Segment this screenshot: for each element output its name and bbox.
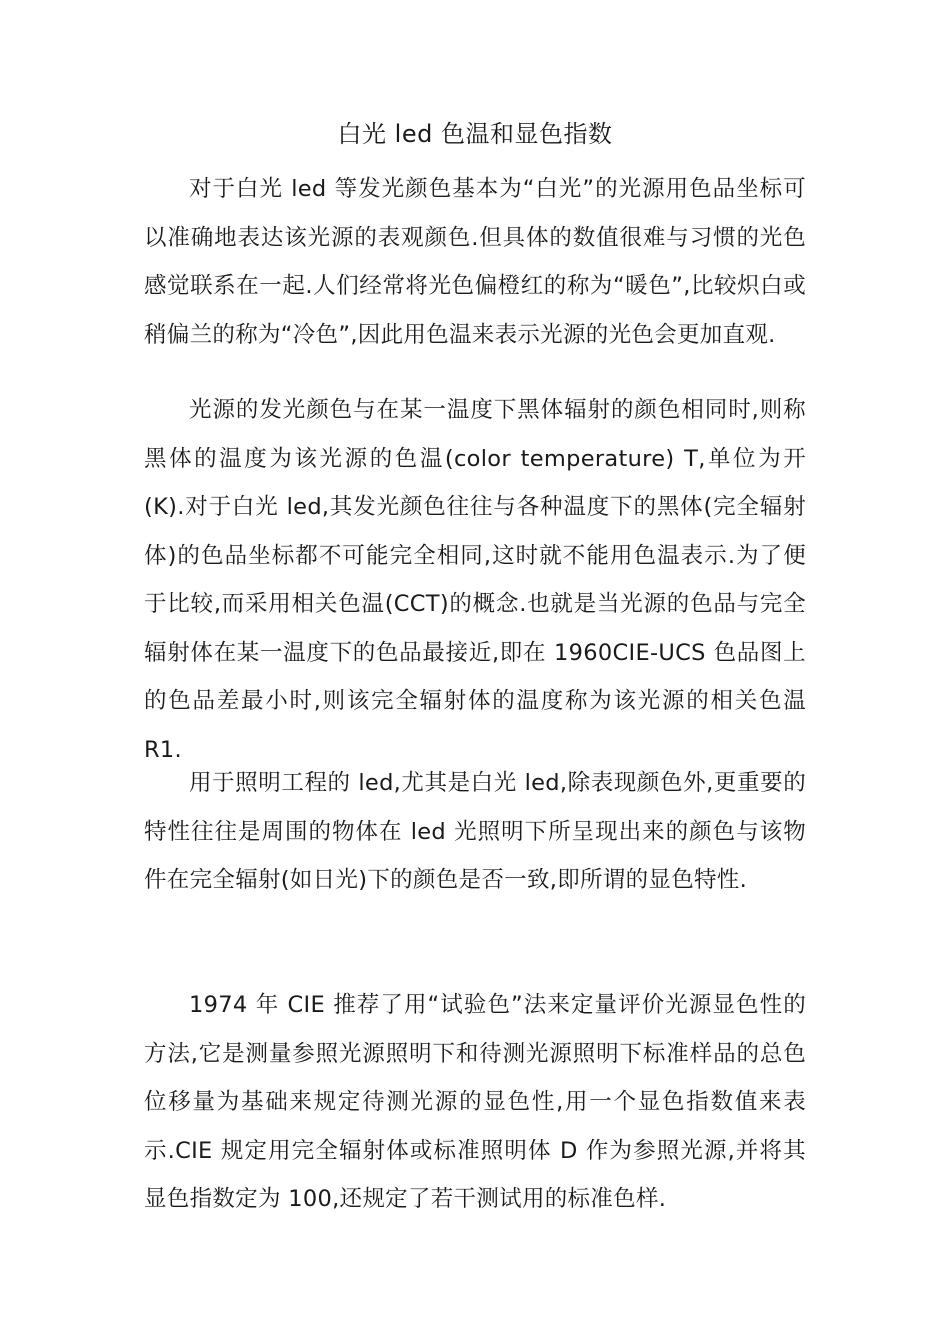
paragraph-color-rendering: 用于照明工程的 led,尤其是白光 led,除表现颜色外,更重要的特性往往是周围的物体在 led 光照明下所呈现出来的颜色与该物件在完全辐射(如日光)下的颜色是否一致,即所谓的显色特性. <box>144 770 806 893</box>
document-title: 白光 led 色温和显色指数 <box>337 120 613 148</box>
paragraph-color-temperature: 光源的发光颜色与在某一温度下黑体辐射的颜色相同时,则称黑体的温度为该光源的色温(color temperature) T,单位为开 (K).对于白光 led,其发光颜色往往与各种温度下的黑体(完全辐射体)的色品坐标都不可能完全相同,这时就不能用色温表示.为了便于比较,而采用相关色温(CCT)的概念.也就是当光源的色品与完全辐射体在某一温度下的色品最接近,即在 1960CIE-UCS 色品图上的色品差最小时,则该完全辐射体的温度称为该光源的相关色温 R1. <box>144 397 806 763</box>
paragraph-white-led-chromaticity: 对于白光 led 等发光颜色基本为“白光”的光源用色品坐标可以准确地表达该光源的表观颜色.但具体的数值很难与习惯的光色感觉联系在一起.人们经常将光色偏橙红的称为“暖色”,比较炽白或稍偏兰的称为“冷色”,因此用色温来表示光源的光色会更加直观. <box>144 176 806 348</box>
paragraph-cie-method: 1974 年 CIE 推荐了用“试验色”法来定量评价光源显色性的方法,它是测量参照光源照明下和待测光源照明下标准样品的总色位移量为基础来规定待测光源的显色性,用一个显色指数值来表示.CIE 规定用完全辐射体或标准照明体 D 作为参照光源,并将其显色指数定为 100,还规定了若干测试用的标准色样. <box>144 992 806 1212</box>
